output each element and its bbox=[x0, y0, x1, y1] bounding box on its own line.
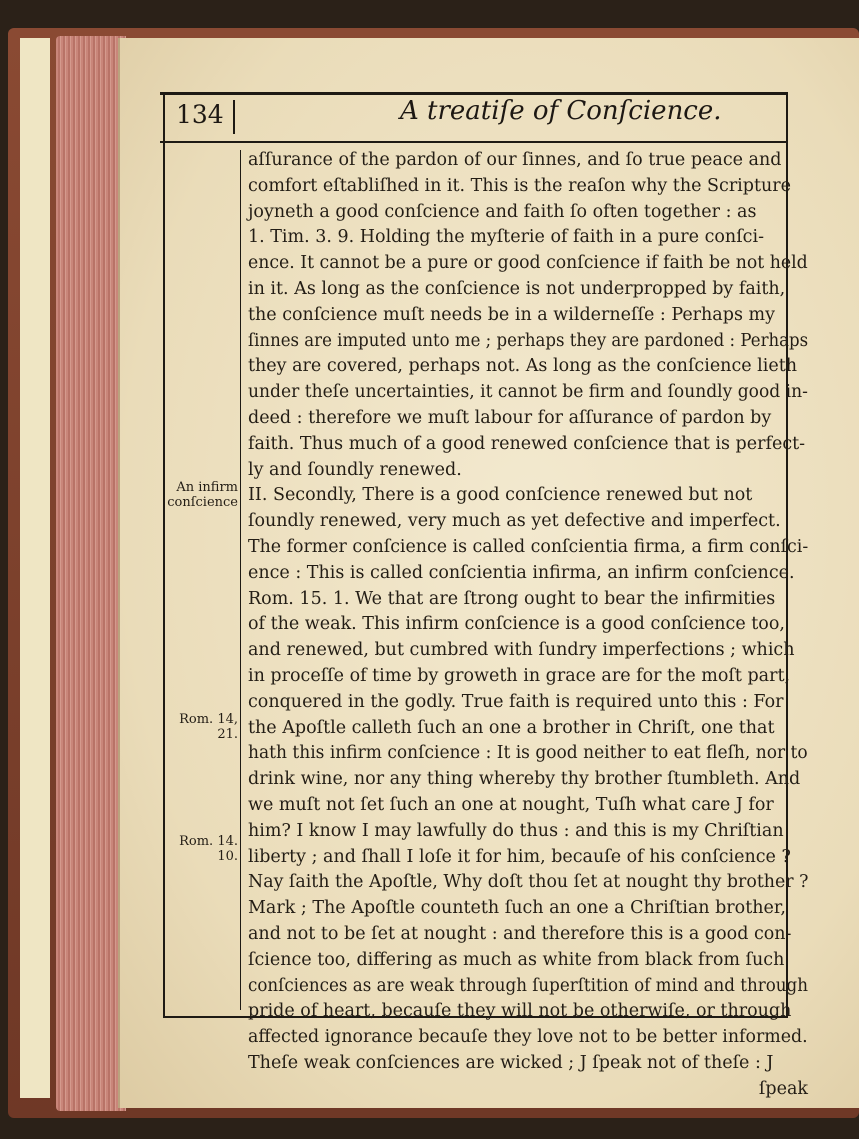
text-line: ſinnes are imputed unto me ; perhaps they are pardoned : Perhaps bbox=[248, 330, 809, 351]
page-number: 134 bbox=[176, 100, 224, 129]
text-line: and renewed, but cumbred with ſundry imperfections ; which bbox=[248, 640, 795, 661]
text-line: aſſurance of the pardon of our ſinnes, and ſo true peace and bbox=[248, 150, 782, 170]
text-line: hath this infirm conſcience : It is good neither to eat fleſh, nor to bbox=[248, 743, 808, 764]
facing-page-edge bbox=[20, 38, 50, 1098]
text-line: The former conſcience is called conſcientia firma, a firm conſci- bbox=[248, 536, 809, 557]
text-line: ſoundly renewed, very much as yet defective and imperfect. bbox=[248, 511, 781, 532]
text-line: affected ignorance becauſe they love not to be better informed. bbox=[248, 1027, 808, 1048]
margin-note-line: conſcience bbox=[167, 495, 238, 510]
text-line: ence : This is called conſcientia infirma, an infirm conſcience. bbox=[248, 562, 795, 583]
text-line: we muſt not ſet ſuch an one at nought, Tuſh what care J for bbox=[248, 794, 774, 815]
header-rule bbox=[160, 141, 788, 143]
text-line: in it. As long as the conſcience is not underpropped by faith, bbox=[248, 278, 786, 299]
text-line: conquered in the godly. True faith is required unto this : For bbox=[248, 691, 784, 712]
header-divider bbox=[233, 100, 235, 134]
text-line: conſciences as are weak through ſuperſtition of mind and through bbox=[248, 975, 808, 996]
page-edges bbox=[56, 36, 126, 1111]
text-line: the conſcience muſt needs be in a wilderneſſe : Perhaps my bbox=[248, 304, 775, 325]
text-line: of the weak. This infirm conſcience is a good conſcience too, bbox=[248, 614, 785, 635]
margin-note-line: Rom. 14, bbox=[179, 712, 238, 727]
text-line: 1. Tim. 3. 9. Holding the myſterie of faith in a pure conſci- bbox=[248, 227, 764, 248]
text-line: in proceſſe of time by groweth in grace are for the moſt part, bbox=[248, 665, 791, 686]
margin-note-line: 10. bbox=[217, 849, 238, 864]
text-line: II. Secondly, There is a good conſcience renewed but not bbox=[248, 485, 753, 506]
catchword: ſpeak bbox=[758, 1078, 808, 1099]
text-line: comfort eſtabliſhed in it. This is the reaſon why the Scripture bbox=[248, 175, 792, 196]
text-line: ence. It cannot be a pure or good conſcience if faith be not held bbox=[248, 253, 808, 274]
text-line: Rom. 15. 1. We that are ſtrong ought to bear the infirmities bbox=[248, 588, 776, 609]
text-line: pride of heart, becauſe they will not be otherwiſe, or through bbox=[248, 1001, 792, 1022]
text-line: Mark ; The Apoſtle counteth ſuch an one a Chriſtian brother, bbox=[248, 898, 786, 919]
text-line: ly and ſoundly renewed. bbox=[248, 459, 462, 480]
margin-note-line: An infirm bbox=[176, 480, 238, 495]
margin-divider bbox=[240, 150, 241, 1010]
left-frame bbox=[163, 92, 165, 1017]
text-line: faith. Thus much of a good renewed conſcience that is perfect- bbox=[248, 433, 806, 454]
text-line: ſcience too, differing as much as white from black from ſuch bbox=[248, 949, 785, 970]
text-line: and not to be ſet at nought : and therefore this is a good con- bbox=[248, 923, 792, 944]
text-line: him? I know I may lawfully do thus : and this is my Chriſtian bbox=[248, 820, 784, 841]
top-rule bbox=[160, 92, 788, 95]
body-text bbox=[248, 148, 808, 1102]
text-line: the Apoſtle calleth ſuch an one a brother in Chriſt, one that bbox=[248, 717, 775, 738]
running-title: A treatiſe of Conſcience. bbox=[400, 96, 722, 126]
margin-note-line: Rom. 14. bbox=[179, 834, 238, 849]
text-line: under theſe uncertainties, it cannot be firm and ſoundly good in- bbox=[248, 382, 808, 403]
text-line: drink wine, nor any thing whereby thy brother ſtumbleth. And bbox=[248, 769, 801, 790]
margin-note-line: 21. bbox=[217, 727, 238, 742]
text-line: they are covered, perhaps not. As long as the conſcience lieth bbox=[248, 356, 798, 377]
text-line: deed : therefore we muſt labour for aſſurance of pardon by bbox=[248, 407, 772, 428]
margin-note-infirm-conscience bbox=[166, 480, 238, 510]
margin-note-rom-14-10 bbox=[166, 834, 238, 864]
text-line: joyneth a good conſcience and faith ſo often together : as bbox=[248, 201, 757, 222]
text-line: Nay ſaith the Apoſtle, Why doſt thou ſet at nought thy brother ? bbox=[248, 872, 809, 893]
text-line: Theſe weak conſciences are wicked ; J ſpeak not of theſe : J bbox=[248, 1052, 774, 1073]
text-line: liberty ; and ſhall I loſe it for him, becauſe of his conſcience ? bbox=[248, 846, 791, 867]
margin-note-rom-14-21 bbox=[166, 712, 238, 742]
